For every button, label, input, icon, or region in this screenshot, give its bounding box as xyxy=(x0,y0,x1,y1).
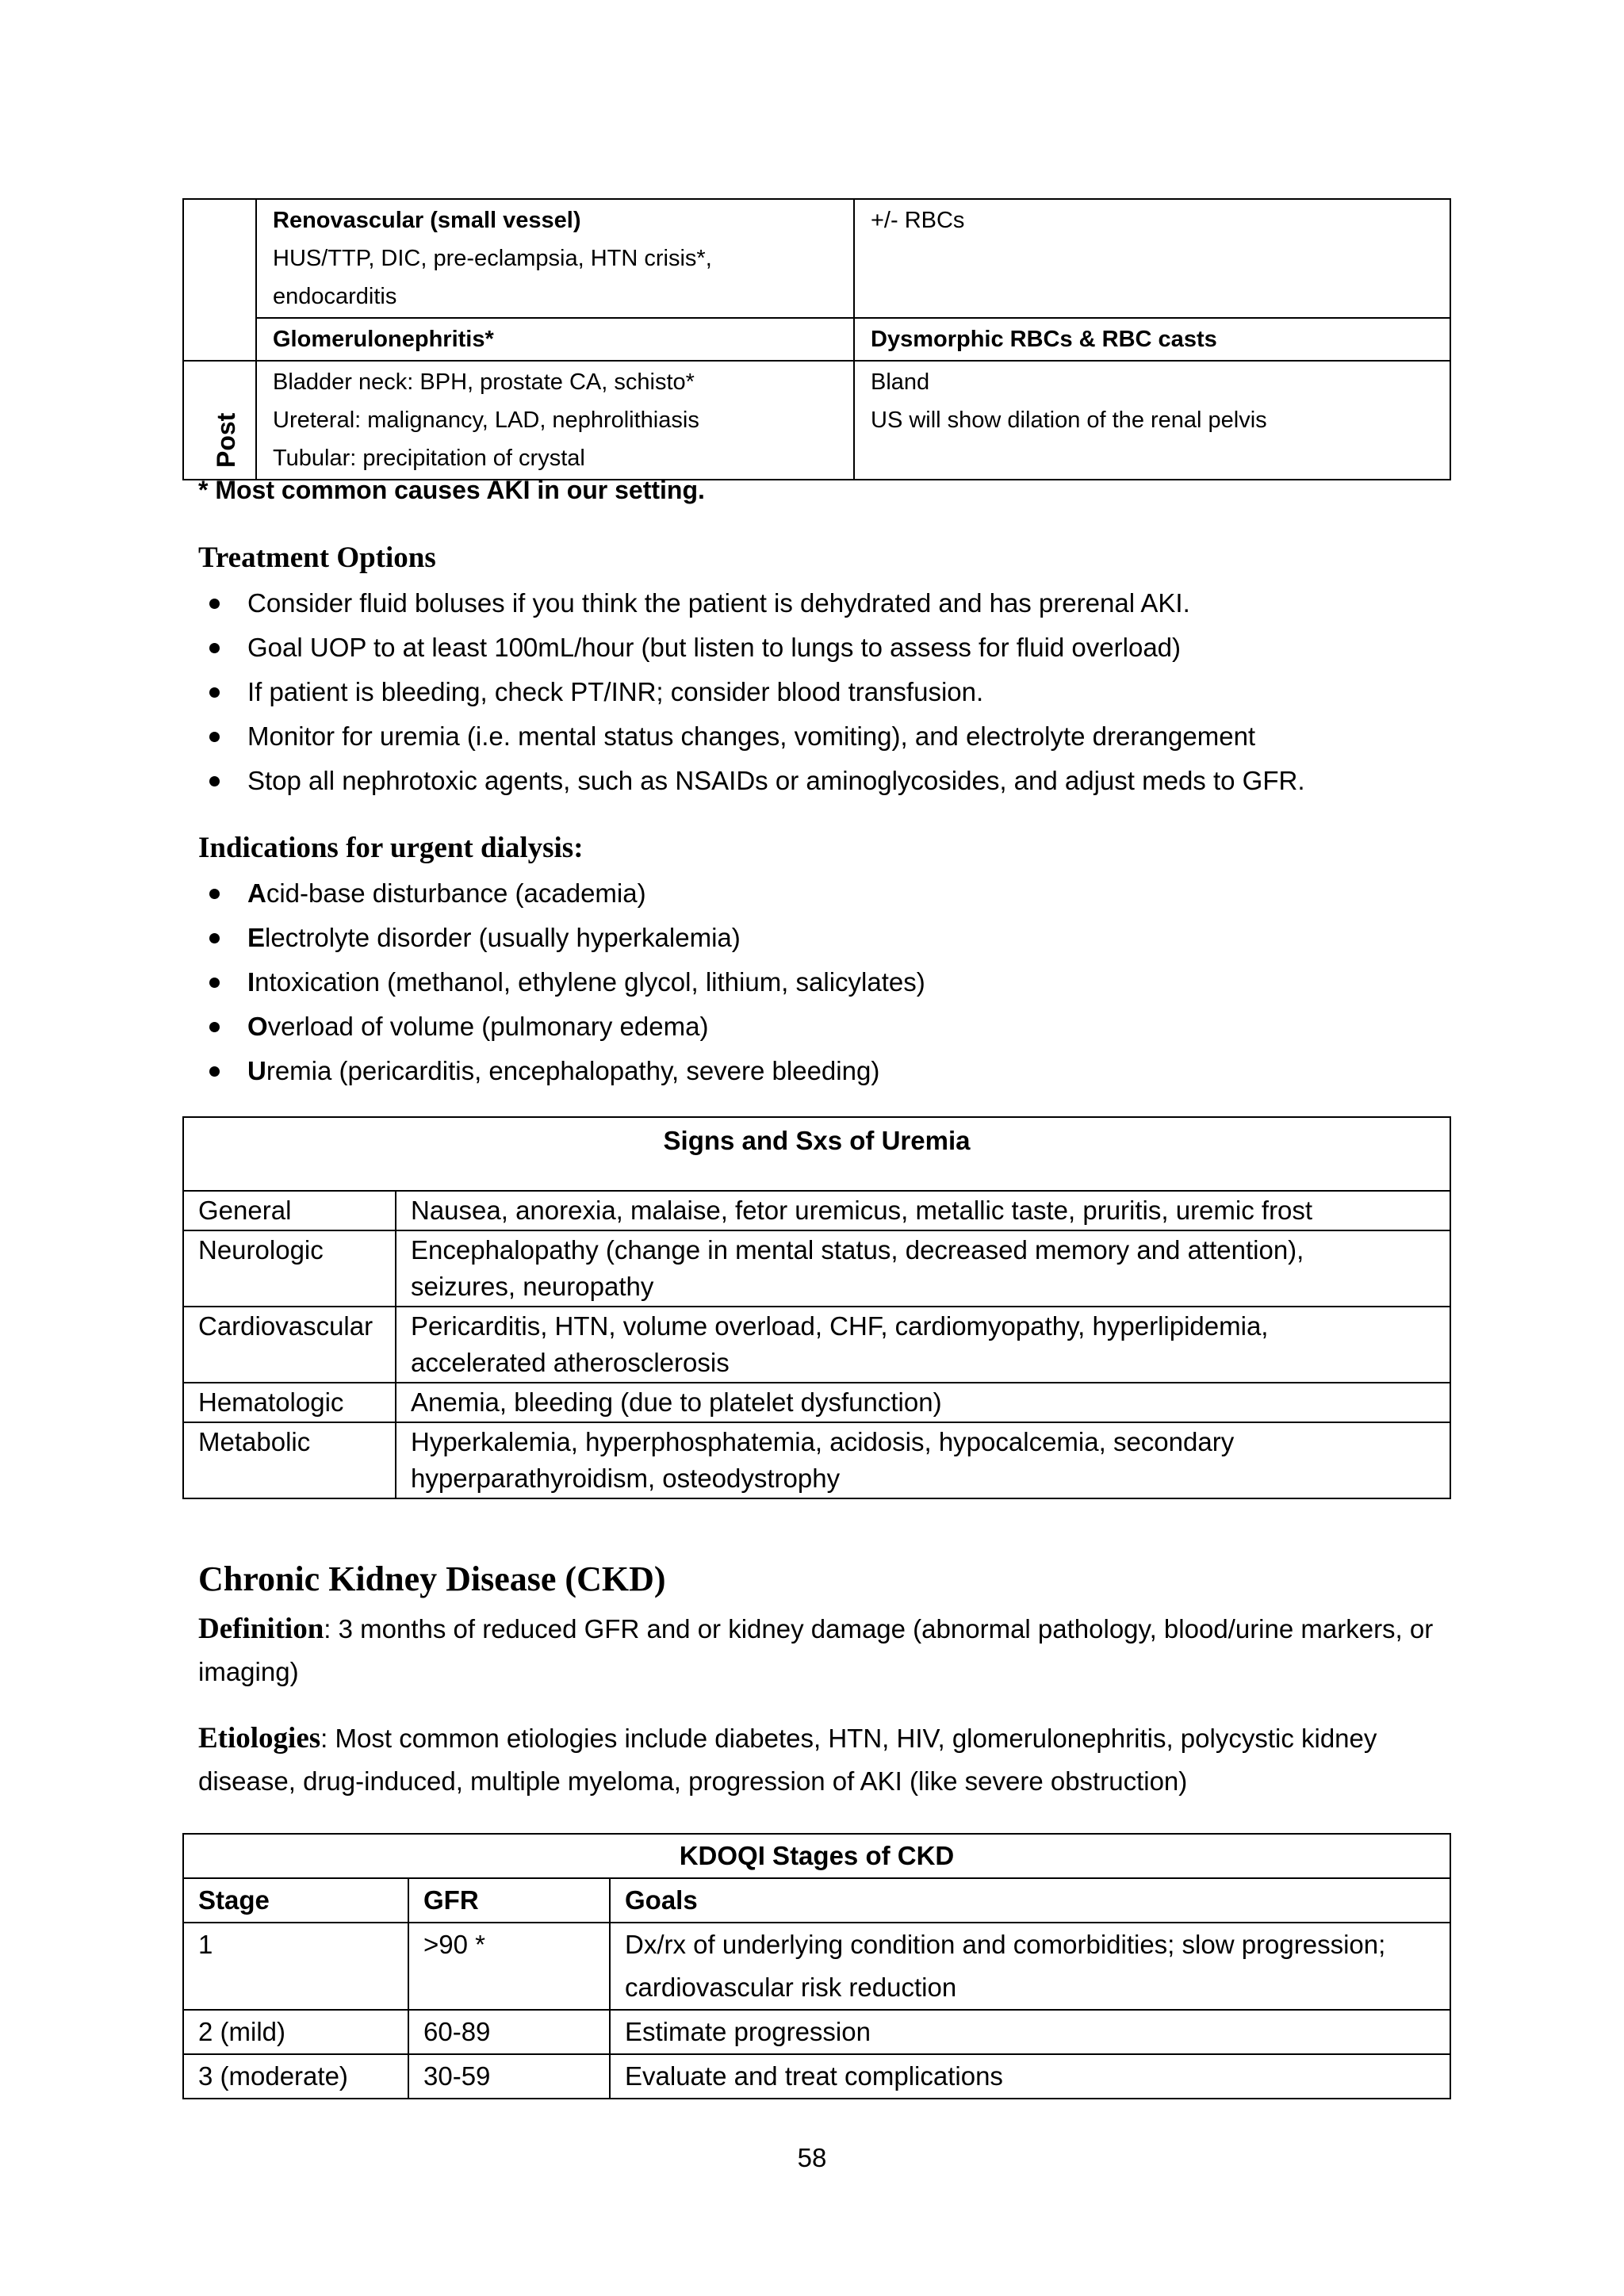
list-item xyxy=(198,871,925,916)
list-item-text: verload of volume (pulmonary edema) xyxy=(267,1012,709,1041)
signs-line: hyperparathyroidism, osteodystrophy xyxy=(411,1464,841,1493)
finding-cell xyxy=(854,361,1450,480)
goals-line: Estimate progression xyxy=(625,2017,871,2046)
aki-causes-table xyxy=(182,198,1451,480)
finding-line: Bland xyxy=(871,369,930,395)
ckd-definition xyxy=(198,1608,1435,1693)
list-item-text: cid-base disturbance (academia) xyxy=(266,878,646,908)
table-header-row xyxy=(183,1117,1450,1191)
stage-cell: 1 xyxy=(183,1923,408,2010)
row-group-label-cell xyxy=(183,199,256,361)
kdoqi-stages-table xyxy=(182,1833,1451,2099)
signs-line: Pericarditis, HTN, volume overload, CHF, cardiomyopathy, hyperlipidemia, xyxy=(411,1311,1269,1341)
column-header-gfr: GFR xyxy=(408,1878,610,1923)
goals-line: cardiovascular risk reduction xyxy=(625,1973,957,2002)
list-item xyxy=(198,916,925,960)
table-footnote: * Most common causes AKI in our setting. xyxy=(198,476,705,504)
etiologies-label: Etiologies xyxy=(198,1722,321,1755)
gfr-cell: 30-59 xyxy=(408,2054,610,2099)
dialysis-list xyxy=(198,871,925,1093)
list-item-text: ntoxication (methanol, ethylene glycol, lithium, salicylates) xyxy=(255,967,925,997)
ckd-heading: Chronic Kidney Disease (CKD) xyxy=(198,1559,666,1598)
list-item xyxy=(198,960,925,1004)
column-header-goals: Goals xyxy=(610,1878,1450,1923)
cause-title: Glomerulonephritis* xyxy=(273,327,494,352)
definition-label: Definition xyxy=(198,1613,324,1645)
finding-cell xyxy=(854,318,1450,361)
goals-cell xyxy=(610,2010,1450,2054)
list-item xyxy=(198,1004,925,1049)
uremia-signs-table xyxy=(182,1116,1451,1499)
mnemonic-letter: O xyxy=(247,1012,268,1041)
row-group-label-cell xyxy=(183,361,256,480)
signs-line: Anemia, bleeding (due to platelet dysfunction) xyxy=(411,1387,942,1417)
table-row xyxy=(183,1307,1450,1383)
table-header-row xyxy=(183,1834,1450,1878)
table-row xyxy=(183,1923,1450,2010)
mnemonic-letter: I xyxy=(247,967,255,997)
goals-line: Dx/rx of underlying condition and comorbidities; slow progression; xyxy=(625,1930,1386,1959)
gfr-cell: >90 * xyxy=(408,1923,610,2010)
table-row xyxy=(183,361,1450,480)
cause-cell xyxy=(256,199,854,318)
cause-cell xyxy=(256,318,854,361)
treatment-list xyxy=(198,581,1305,803)
list-item-text: lectrolyte disorder (usually hyperkalemia) xyxy=(265,923,741,952)
treatment-heading: Treatment Options xyxy=(198,541,436,574)
list-item: Consider fluid boluses if you think the patient is dehydrated and has prerenal AKI. xyxy=(198,581,1305,626)
table-row xyxy=(183,2010,1450,2054)
cause-line: Bladder neck: BPH, prostate CA, schisto* xyxy=(273,369,695,395)
table-title: Signs and Sxs of Uremia xyxy=(183,1117,1450,1191)
table-row xyxy=(183,1422,1450,1498)
signs-cell xyxy=(396,1383,1450,1422)
mnemonic-letter: A xyxy=(247,878,266,908)
system-cell: General xyxy=(183,1191,396,1230)
signs-line: seizures, neuropathy xyxy=(411,1272,654,1301)
goals-cell xyxy=(610,1923,1450,2010)
signs-cell xyxy=(396,1307,1450,1383)
mnemonic-letter: U xyxy=(247,1056,266,1085)
page-number: 58 xyxy=(797,2143,827,2172)
cause-line: HUS/TTP, DIC, pre-eclampsia, HTN crisis*, xyxy=(273,246,712,271)
cause-title: Renovascular (small vessel) xyxy=(273,208,581,233)
mnemonic-letter: E xyxy=(247,923,266,952)
column-header-stage: Stage xyxy=(183,1878,408,1923)
list-item: If patient is bleeding, check PT/INR; consider blood transfusion. xyxy=(198,670,1305,714)
system-cell: Neurologic xyxy=(183,1230,396,1307)
system-cell: Metabolic xyxy=(183,1422,396,1498)
goals-line: Evaluate and treat complications xyxy=(625,2061,1003,2091)
gfr-cell: 60-89 xyxy=(408,2010,610,2054)
table-row xyxy=(183,2054,1450,2099)
system-cell: Hematologic xyxy=(183,1383,396,1422)
signs-cell xyxy=(396,1422,1450,1498)
table-row xyxy=(183,1230,1450,1307)
signs-cell xyxy=(396,1191,1450,1230)
signs-line: accelerated atherosclerosis xyxy=(411,1348,730,1377)
table-row xyxy=(183,1383,1450,1422)
finding-text: +/- RBCs xyxy=(871,208,965,233)
cause-line: endocarditis xyxy=(273,284,397,309)
table-row xyxy=(183,199,1450,318)
list-item: Goal UOP to at least 100mL/hour (but listen to lungs to assess for fluid overload) xyxy=(198,626,1305,670)
list-item: Monitor for uremia (i.e. mental status changes, vomiting), and electrolyte drerangement xyxy=(198,714,1305,759)
post-renal-label: Post xyxy=(212,412,240,468)
goals-cell xyxy=(610,2054,1450,2099)
cause-cell xyxy=(256,361,854,480)
list-item: Stop all nephrotoxic agents, such as NSAIDs or aminoglycosides, and adjust meds to GFR. xyxy=(198,759,1305,803)
table-column-headers xyxy=(183,1878,1450,1923)
finding-cell xyxy=(854,199,1450,318)
signs-line: Nausea, anorexia, malaise, fetor uremicus, metallic taste, pruritis, uremic frost xyxy=(411,1196,1313,1225)
finding-text: Dysmorphic RBCs & RBC casts xyxy=(871,327,1217,352)
ckd-etiologies xyxy=(198,1717,1435,1803)
cause-line: Tubular: precipitation of crystal xyxy=(273,446,585,471)
list-item xyxy=(198,1049,925,1093)
table-row xyxy=(183,1191,1450,1230)
table-title: KDOQI Stages of CKD xyxy=(183,1834,1450,1878)
signs-line: Hyperkalemia, hyperphosphatemia, acidosis, hypocalcemia, secondary xyxy=(411,1427,1235,1456)
table-row xyxy=(183,318,1450,361)
stage-cell: 2 (mild) xyxy=(183,2010,408,2054)
list-item-text: remia (pericarditis, encephalopathy, severe bleeding) xyxy=(266,1056,880,1085)
system-cell: Cardiovascular xyxy=(183,1307,396,1383)
etiologies-text: : Most common etiologies include diabetes, HTN, HIV, glomerulonephritis, polycystic kidney disease, drug-induced, multiple myeloma, progression of AKI (like severe obstruction) xyxy=(198,1724,1377,1796)
dialysis-heading: Indications for urgent dialysis: xyxy=(198,832,584,864)
cause-line: Ureteral: malignancy, LAD, nephrolithiasis xyxy=(273,408,699,433)
definition-text: : 3 months of reduced GFR and or kidney damage (abnormal pathology, blood/urine markers, or imaging) xyxy=(198,1614,1434,1686)
stage-cell: 3 (moderate) xyxy=(183,2054,408,2099)
signs-line: Encephalopathy (change in mental status, decreased memory and attention), xyxy=(411,1235,1304,1265)
finding-line: US will show dilation of the renal pelvis xyxy=(871,408,1267,433)
signs-cell xyxy=(396,1230,1450,1307)
